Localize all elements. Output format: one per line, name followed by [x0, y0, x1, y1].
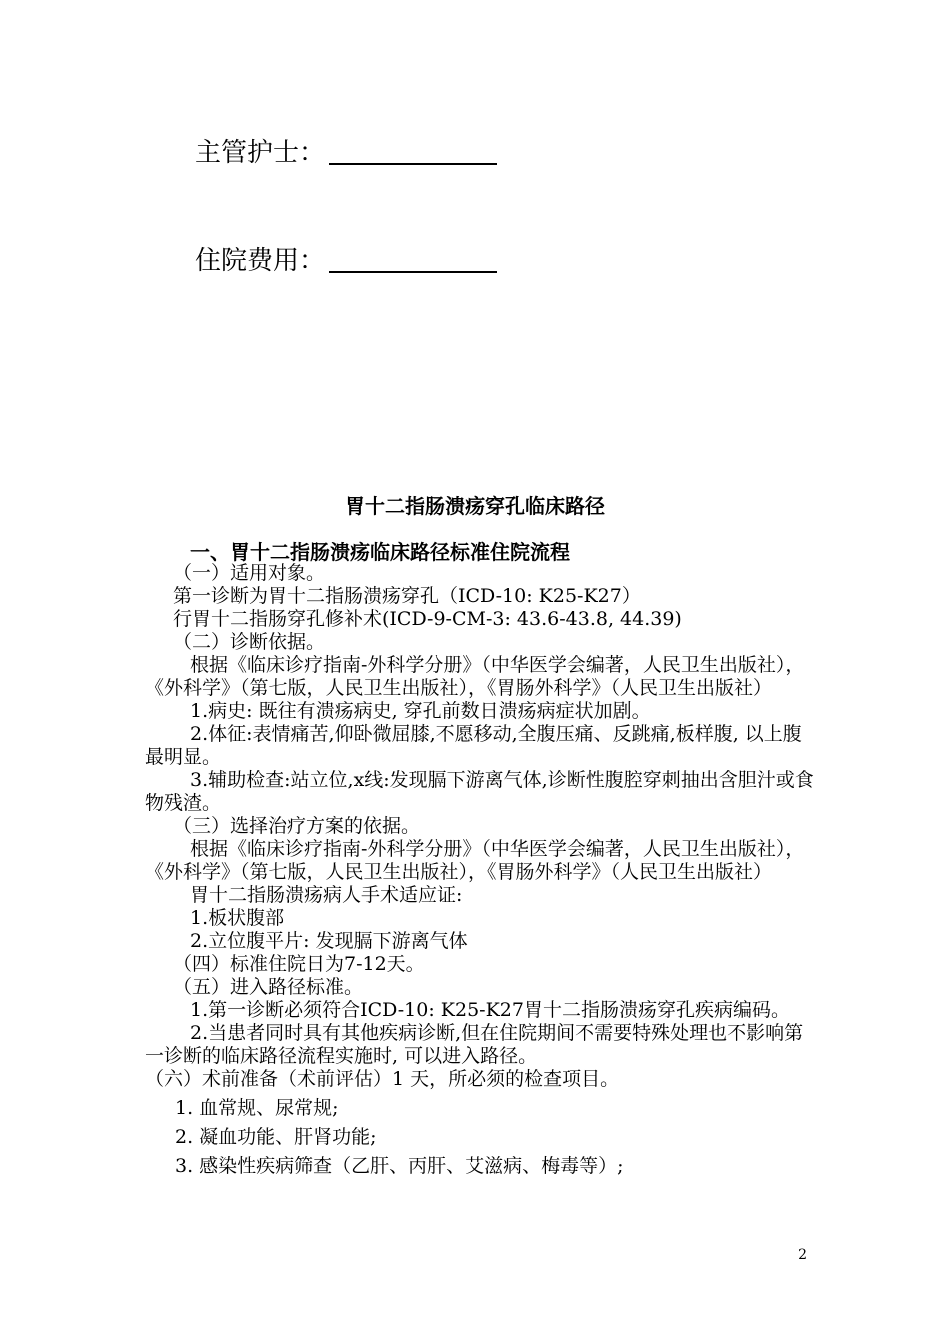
paragraph: 2.当患者同时具有其他疾病诊断,但在住院期间不需要特殊处理也不影响第一诊断的临床路径流程实施时, 可以进入路径。	[145, 1022, 804, 1067]
nurse-signature-line	[329, 163, 497, 165]
paragraph: 2.立位腹平片: 发现膈下游离气体	[190, 930, 468, 952]
subsection-heading: （六）术前准备（术前评估）1 天，所必须的检查项目。	[145, 1068, 620, 1090]
subsection-heading: （二）诊断依据。	[173, 631, 326, 653]
paragraph: 2.体征:表情痛苦,仰卧微屈膝,不愿移动,全腹压痛、反跳痛,板样腹, 以上腹最明显。	[145, 723, 802, 768]
subsection-heading: （五）进入路径标准。	[173, 976, 364, 998]
paragraph: 1.第一诊断必须符合ICD-10: K25-K27胃十二指肠溃疡穿孔疾病编码。	[190, 999, 790, 1021]
check-list	[145, 1097, 815, 1178]
subsection-heading: （四）标准住院日为7-12天。	[173, 953, 425, 975]
subsection-heading: （一）适用对象。	[173, 562, 326, 584]
cost-line	[329, 271, 497, 273]
paragraph: 行胃十二指肠穿孔修补术(ICD-9-CM-3: 43.6-43.8, 44.39)	[173, 608, 682, 630]
section-heading: 一、胃十二指肠溃疡临床路径标准住院流程	[190, 540, 570, 564]
list-item: 2. 凝血功能、肝肾功能;	[175, 1126, 377, 1148]
cost-field	[195, 240, 497, 277]
paragraph: 第一诊断为胃十二指肠溃疡穿孔（ICD-10: K25-K27）	[173, 585, 641, 607]
nurse-label: 主管护士：	[195, 138, 326, 168]
list-item: 1. 血常规、尿常规;	[175, 1097, 339, 1119]
paragraph: 根据《临床诊疗指南-外科学分册》（中华医学会编著，人民卫生出版社），《外科学》（第七版，人民卫生出版社），《胃肠外科学》（人民卫生出版社）	[145, 654, 805, 699]
cost-label: 住院费用：	[195, 246, 326, 276]
page-number: 2	[798, 1247, 807, 1263]
paragraph: 3.辅助检查:站立位,x线:发现膈下游离气体,诊断性腹腔穿刺抽出含胆汁或食物残渣。	[145, 769, 814, 814]
document-body	[145, 562, 815, 1184]
paragraph: 根据《临床诊疗指南-外科学分册》（中华医学会编著，人民卫生出版社），《外科学》（第七版，人民卫生出版社），《胃肠外科学》（人民卫生出版社）	[145, 838, 805, 883]
paragraph: 1.板状腹部	[190, 907, 285, 929]
paragraph: 胃十二指肠溃疡病人手术适应证:	[190, 884, 463, 906]
list-item: 3. 感染性疾病筛查（乙肝、丙肝、艾滋病、梅毒等）;	[175, 1155, 624, 1177]
document-title: 胃十二指肠溃疡穿孔临床路径	[345, 494, 605, 518]
nurse-signature-field	[195, 132, 497, 169]
subsection-heading: （三）选择治疗方案的依据。	[173, 815, 421, 837]
paragraph: 1.病史: 既往有溃疡病史, 穿孔前数日溃疡病症状加剧。	[190, 700, 651, 722]
